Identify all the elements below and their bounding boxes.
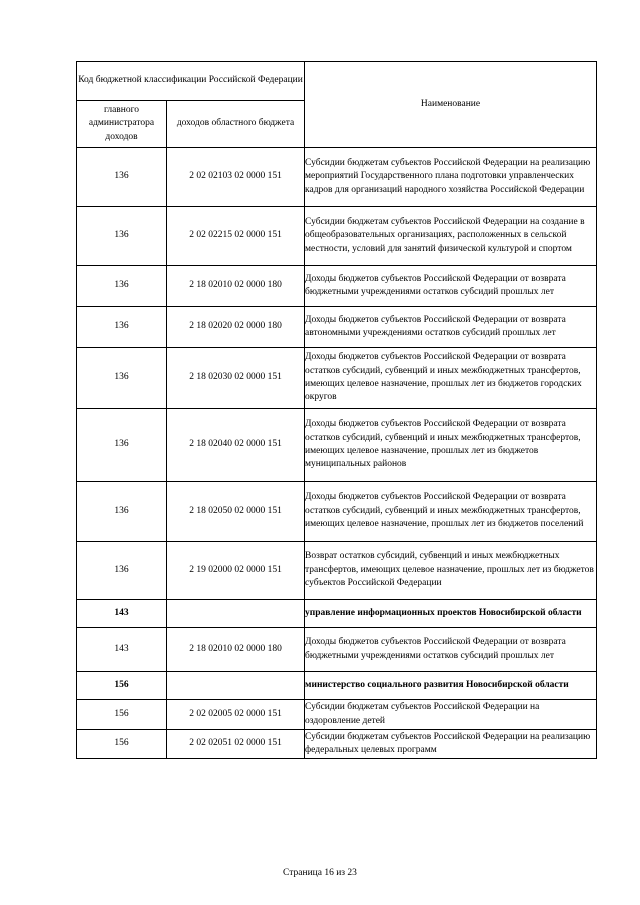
table-row: [77, 482, 597, 542]
table-row: [77, 700, 597, 730]
kbk-cell: 2 02 02103 02 0000 151: [167, 148, 305, 207]
kbk-cell: 2 18 02040 02 0000 151: [167, 409, 305, 482]
kbk-cell: 2 02 02005 02 0000 151: [167, 700, 305, 730]
name-cell: Доходы бюджетов субъектов Российской Федерации от возврата остатков субсидий, субвенций и иных межбюджетных трансфертов, имеющих целевое назначение, прошлых лет из бюджетов муниципальных районов: [305, 409, 597, 482]
header-code-group: Код бюджетной классификации Российской Федерации: [77, 62, 305, 101]
kbk-cell: [167, 600, 305, 628]
table-body: [77, 148, 597, 759]
table-row: [77, 730, 597, 759]
name-cell: Доходы бюджетов субъектов Российской Федерации от возврата автономными учреждениями остатков субсидий прошлых лет: [305, 307, 597, 348]
header-income: доходов областного бюджета: [167, 101, 305, 148]
table-row: [77, 207, 597, 266]
name-cell: Субсидии бюджетам субъектов Российской Федерации на создание в общеобразовательных организациях, расположенных в сельской местности, условий для занятий физической культурой и спортом: [305, 207, 597, 266]
table-row: [77, 600, 597, 628]
kbk-cell: 2 18 02010 02 0000 180: [167, 266, 305, 307]
name-cell: Доходы бюджетов субъектов Российской Федерации от возврата остатков субсидий, субвенций и иных межбюджетных трансфертов, имеющих целевое назначение, прошлых лет из бюджетов поселений: [305, 482, 597, 542]
table-row: [77, 542, 597, 600]
kbk-cell: 2 18 02030 02 0000 151: [167, 348, 305, 409]
table-row: [77, 307, 597, 348]
table-row: [77, 672, 597, 700]
admin-cell: 136: [77, 266, 167, 307]
admin-cell: 136: [77, 348, 167, 409]
kbk-cell: [167, 672, 305, 700]
admin-cell: 136: [77, 148, 167, 207]
admin-cell: 143: [77, 600, 167, 628]
table-row: [77, 628, 597, 672]
name-cell: министерство социального развития Новосибирской области: [305, 672, 597, 700]
name-cell: Субсидии бюджетам субъектов Российской Федерации на реализацию федеральных целевых программ: [305, 730, 597, 759]
name-cell: Доходы бюджетов субъектов Российской Федерации от возврата остатков субсидий, субвенций и иных межбюджетных трансфертов, имеющих целевое назначение, прошлых лет из бюджетов городских округов: [305, 348, 597, 409]
kbk-cell: 2 18 02010 02 0000 180: [167, 628, 305, 672]
header-name: Наименование: [305, 62, 597, 148]
name-cell: Субсидии бюджетам субъектов Российской Федерации на оздоровление детей: [305, 700, 597, 730]
name-cell: Возврат остатков субсидий, субвенций и иных межбюджетных трансфертов, имеющих целевое назначение, прошлых лет из бюджетов субъектов Российской Федерации: [305, 542, 597, 600]
admin-cell: 156: [77, 730, 167, 759]
kbk-cell: 2 19 02000 02 0000 151: [167, 542, 305, 600]
table-row: [77, 266, 597, 307]
admin-cell: 156: [77, 672, 167, 700]
admin-cell: 156: [77, 700, 167, 730]
name-cell: управление информационных проектов Новосибирской области: [305, 600, 597, 628]
table-row: [77, 348, 597, 409]
page-footer: Страница 16 из 23: [283, 868, 357, 878]
admin-cell: 136: [77, 307, 167, 348]
kbk-cell: 2 02 02215 02 0000 151: [167, 207, 305, 266]
name-cell: Доходы бюджетов субъектов Российской Федерации от возврата бюджетными учреждениями остатков субсидий прошлых лет: [305, 628, 597, 672]
admin-cell: 136: [77, 542, 167, 600]
table-row: [77, 409, 597, 482]
admin-cell: 136: [77, 482, 167, 542]
name-cell: Субсидии бюджетам субъектов Российской Федерации на реализацию мероприятий Государственного плана подготовки управленческих кадров для организаций народного хозяйства Российской Федерации: [305, 148, 597, 207]
admin-cell: 143: [77, 628, 167, 672]
kbk-cell: 2 02 02051 02 0000 151: [167, 730, 305, 759]
admin-cell: 136: [77, 207, 167, 266]
admin-cell: 136: [77, 409, 167, 482]
header-admin: главного администратора доходов: [77, 101, 167, 148]
table-row: [77, 148, 597, 207]
table-header: [77, 62, 597, 148]
kbk-cell: 2 18 02020 02 0000 180: [167, 307, 305, 348]
name-cell: Доходы бюджетов субъектов Российской Федерации от возврата бюджетными учреждениями остатков субсидий прошлых лет: [305, 266, 597, 307]
budget-classification-table: [76, 61, 597, 759]
kbk-cell: 2 18 02050 02 0000 151: [167, 482, 305, 542]
